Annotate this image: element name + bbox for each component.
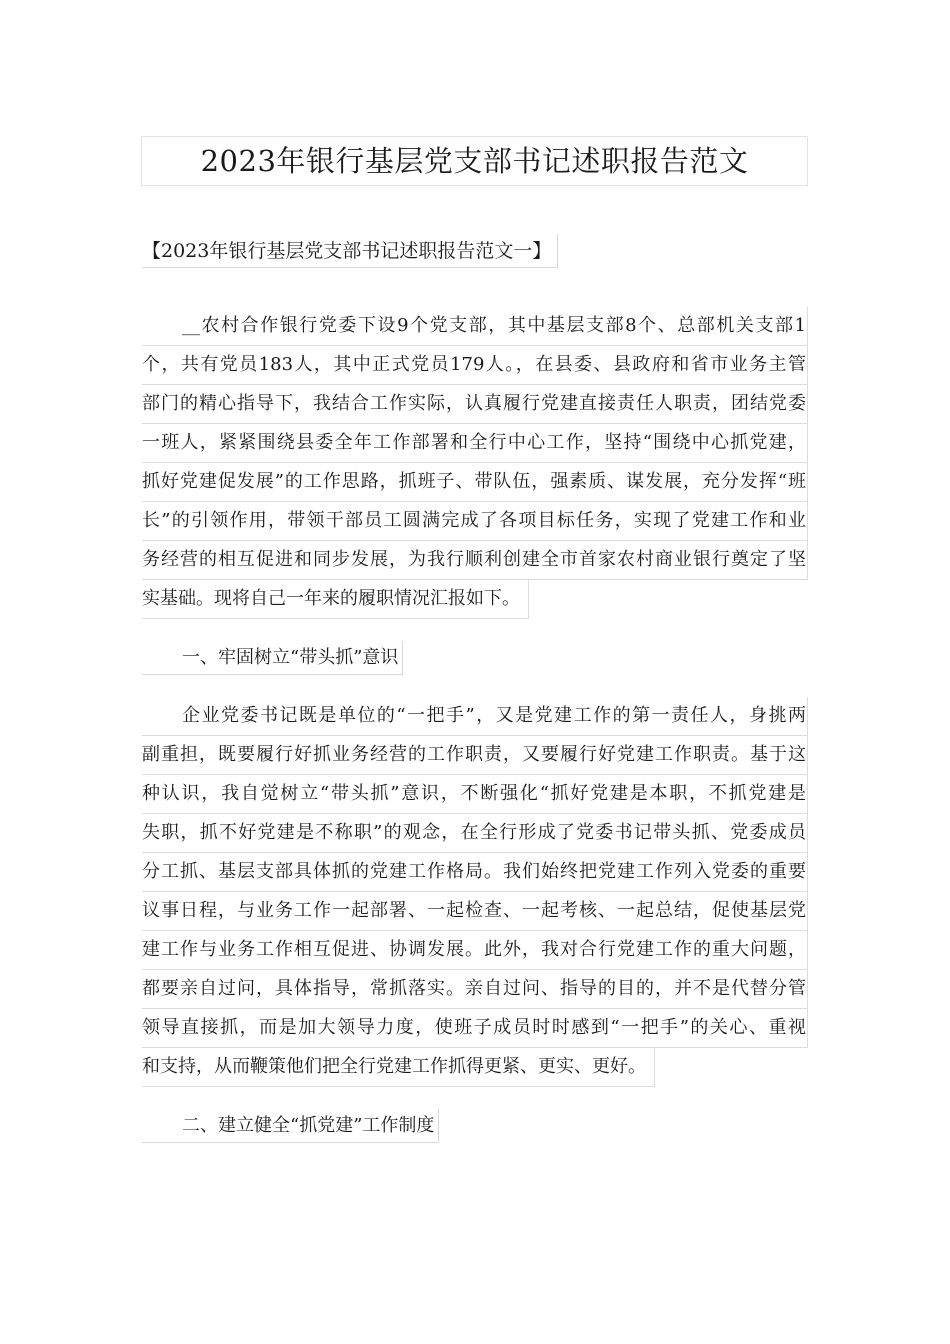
paragraph-line: 失职，抓不好党建是不称职”的观念，在全行形成了党委书记带头抓、党委成员 <box>142 814 808 853</box>
paragraph-line: 建工作与业务工作相互促进、协调发展。此外，我对合行党建工作的重大问题， <box>142 931 808 970</box>
report-subtitle: 【2023年银行基层党支部书记述职报告范文一】 <box>142 234 558 268</box>
paragraph-line: 副重担，既要履行好抓业务经营的工作职责，又要履行好党建工作职责。基于这 <box>142 736 808 775</box>
section-heading-1: 一、牢固树立“带头抓”意识 <box>142 641 403 675</box>
paragraph-line: 都要亲自过问，具体指导，常抓落实。亲自过问、指导的目的，并不是代替分管 <box>142 970 808 1009</box>
section-heading-2: 二、建立健全“抓党建”工作制度 <box>142 1109 439 1143</box>
paragraph-line: 一班人，紧紧围绕县委全年工作部署和全行中心工作，坚持“围绕中心抓党建， <box>142 424 808 463</box>
paragraph-line: 种认识，我自觉树立“带头抓”意识，不断强化“抓好党建是本职，不抓党建是 <box>142 775 808 814</box>
paragraph-line: 议事日程，与业务工作一起部署、一起检查、一起考核、一起总结，促使基层党 <box>142 892 808 931</box>
paragraph-section-1 <box>142 697 808 1091</box>
document-title: 2023年银行基层党支部书记述职报告范文 <box>141 136 808 186</box>
paragraph-line: 个，共有党员183人，其中正式党员179人。，在县委、县政府和省市业务主管 <box>142 346 808 385</box>
paragraph-line: 务经营的相互促进和同步发展，为我行顺利创建全市首家农村商业银行奠定了坚 <box>142 541 808 580</box>
paragraph-line: 企业党委书记既是单位的“一把手”，又是党建工作的第一责任人，身挑两 <box>142 697 808 736</box>
paragraph-line: 分工抓、基层支部具体抓的党建工作格局。我们始终把党建工作列入党委的重要 <box>142 853 808 892</box>
paragraph-line: 和支持，从而鞭策他们把全行党建工作抓得更紧、更实、更好。 <box>142 1048 655 1087</box>
paragraph-intro <box>142 307 808 623</box>
paragraph-line: 领导直接抓，而是加大领导力度，使班子成员时时感到“一把手”的关心、重视 <box>142 1009 808 1048</box>
paragraph-line: 抓好党建促发展”的工作思路，抓班子、带队伍，强素质、谋发展，充分发挥“班 <box>142 463 808 502</box>
paragraph-line: 长”的引领作用，带领干部员工圆满完成了各项目标任务，实现了党建工作和业 <box>142 502 808 541</box>
paragraph-line: __农村合作银行党委下设9个党支部，其中基层支部8个、总部机关支部1 <box>142 307 808 346</box>
paragraph-line: 部门的精心指导下，我结合工作实际，认真履行党建直接责任人职责，团结党委 <box>142 385 808 424</box>
paragraph-line: 实基础。现将自己一年来的履职情况汇报如下。 <box>142 580 529 619</box>
